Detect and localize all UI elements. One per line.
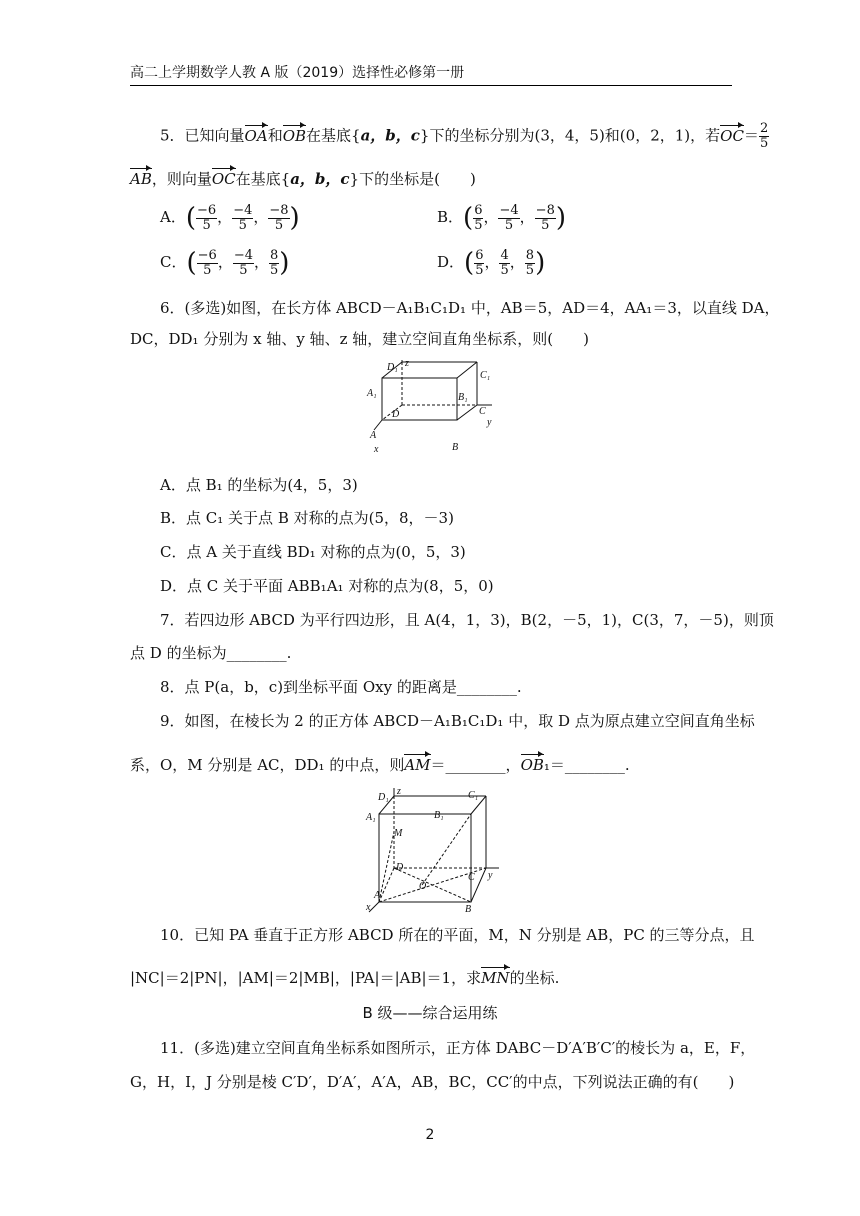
label-z: z — [405, 360, 409, 369]
q6-option-c: C．点 A 关于直线 BD₁ 对称的点为(0，5，3) — [160, 543, 466, 561]
q6-cuboid-figure — [362, 360, 502, 460]
q6-line2: DC，DD₁ 分别为 x 轴、y 轴、z 轴，建立空间直角坐标系，则( ) — [130, 330, 589, 348]
label-a: A — [370, 430, 377, 441]
q5-line1: 5．已知向量OA和OB在基底{a，b，c}下的坐标分别为(3，4，5)和(0，2，1)，若OC＝ $\frac{2}{5}$ — [160, 121, 769, 151]
q11-line2: G，H，I，J 分别是棱 C′D′，D′A′，A′A，AB，BC，CC′的中点，下列说法正确的有( ) — [130, 1073, 735, 1091]
q10-line2: |NC|＝2|PN|，|AM|＝2|MB|，|PA|＝|AB|＝1，求MN的坐标. — [130, 969, 560, 987]
q6-option-a: A．点 B₁ 的坐标为(4，5，3) — [160, 476, 358, 494]
label-b: B — [465, 904, 472, 913]
label-o: O — [419, 881, 427, 892]
label-z: z — [397, 788, 401, 797]
q6-line1: 6．(多选)如图，在长方体 ABCD－A₁B₁C₁D₁ 中，AB＝5，AD＝4，AA₁＝3，以直线 DA， — [160, 299, 780, 317]
page-number: 2 — [425, 1127, 435, 1143]
label-y: y — [488, 870, 493, 881]
label-d1: D₁ — [378, 792, 389, 803]
label-c: C — [468, 872, 475, 883]
page-header: 高二上学期数学人教 A 版（2019）选择性必修第一册 — [130, 65, 465, 81]
label-m: M — [394, 828, 403, 839]
label-a1: A₁ — [366, 812, 376, 823]
label-y: y — [487, 417, 492, 428]
q7-line1: 7．若四边形 ABCD 为平行四边形，且 A(4，1，3)，B(2，－5，1)，C(3，7，－5)，则顶 — [160, 611, 774, 629]
label-x: x — [374, 444, 379, 455]
q5-line2: AB，则向量OC在基底{a，b，c}下的坐标是( ) — [130, 170, 476, 188]
q5-fraction: $\frac{2}{5}$ — [759, 121, 769, 151]
q5-option-c: C．( $\frac{-6}{5}$ ， $\frac{-4}{5}$ ， $\frac{8}{5}$ ) — [160, 247, 290, 278]
label-b1: B₁ — [434, 810, 444, 821]
q9-line2: 系，O，M 分别是 AC，DD₁ 的中点，则AM＝________，OB₁＝________. — [130, 756, 630, 774]
label-x: x — [366, 902, 371, 913]
q5-option-d: D．( $\frac{6}{5}$ ， $\frac{4}{5}$ ， $\frac{8}{5}$ ) — [437, 247, 546, 278]
label-c1: C₁ — [468, 790, 479, 801]
q10-line1: 10．已知 PA 垂直于正方形 ABCD 所在的平面，M，N 分别是 AB，PC 的三等分点，且 — [160, 926, 755, 944]
label-c1: C₁ — [480, 370, 491, 381]
label-d: D — [396, 862, 404, 873]
q11-line1: 11．(多选)建立空间直角坐标系如图所示，正方体 DABC－D′A′B′C′的棱长为 a，E，F， — [160, 1039, 756, 1057]
q9-cube-figure — [364, 788, 504, 913]
label-b1: B₁ — [458, 392, 468, 403]
q5-option-b: B．( $\frac{6}{5}$ ， $\frac{-4}{5}$ ， $\frac{-8}{5}$ ) — [437, 202, 566, 233]
q7-line2: 点 D 的坐标为________. — [130, 644, 292, 662]
label-a1: A₁ — [367, 388, 377, 399]
label-b: B — [452, 442, 459, 453]
q9-line1: 9．如图，在棱长为 2 的正方体 ABCD－A₁B₁C₁D₁ 中，取 D 点为原点建立空间直角坐标 — [160, 712, 755, 730]
label-d: D — [392, 409, 400, 420]
label-d1: D₁ — [387, 362, 398, 373]
section-b-heading: B 级——综合运用练 — [362, 1004, 498, 1022]
label-c: C — [479, 406, 486, 417]
q6-option-b: B．点 C₁ 关于点 B 对称的点为(5，8，－3) — [160, 509, 454, 527]
q6-option-d: D．点 C 关于平面 ABB₁A₁ 对称的点为(8，5，0) — [160, 577, 494, 595]
q5-option-a: A．( $\frac{-6}{5}$ ， $\frac{-4}{5}$ ， $\frac{-8}{5}$ ) — [160, 202, 300, 233]
header-divider — [130, 85, 732, 86]
label-a: A — [374, 890, 381, 901]
q8-line1: 8．点 P(a，b，c)到坐标平面 Oxy 的距离是________. — [160, 678, 522, 696]
